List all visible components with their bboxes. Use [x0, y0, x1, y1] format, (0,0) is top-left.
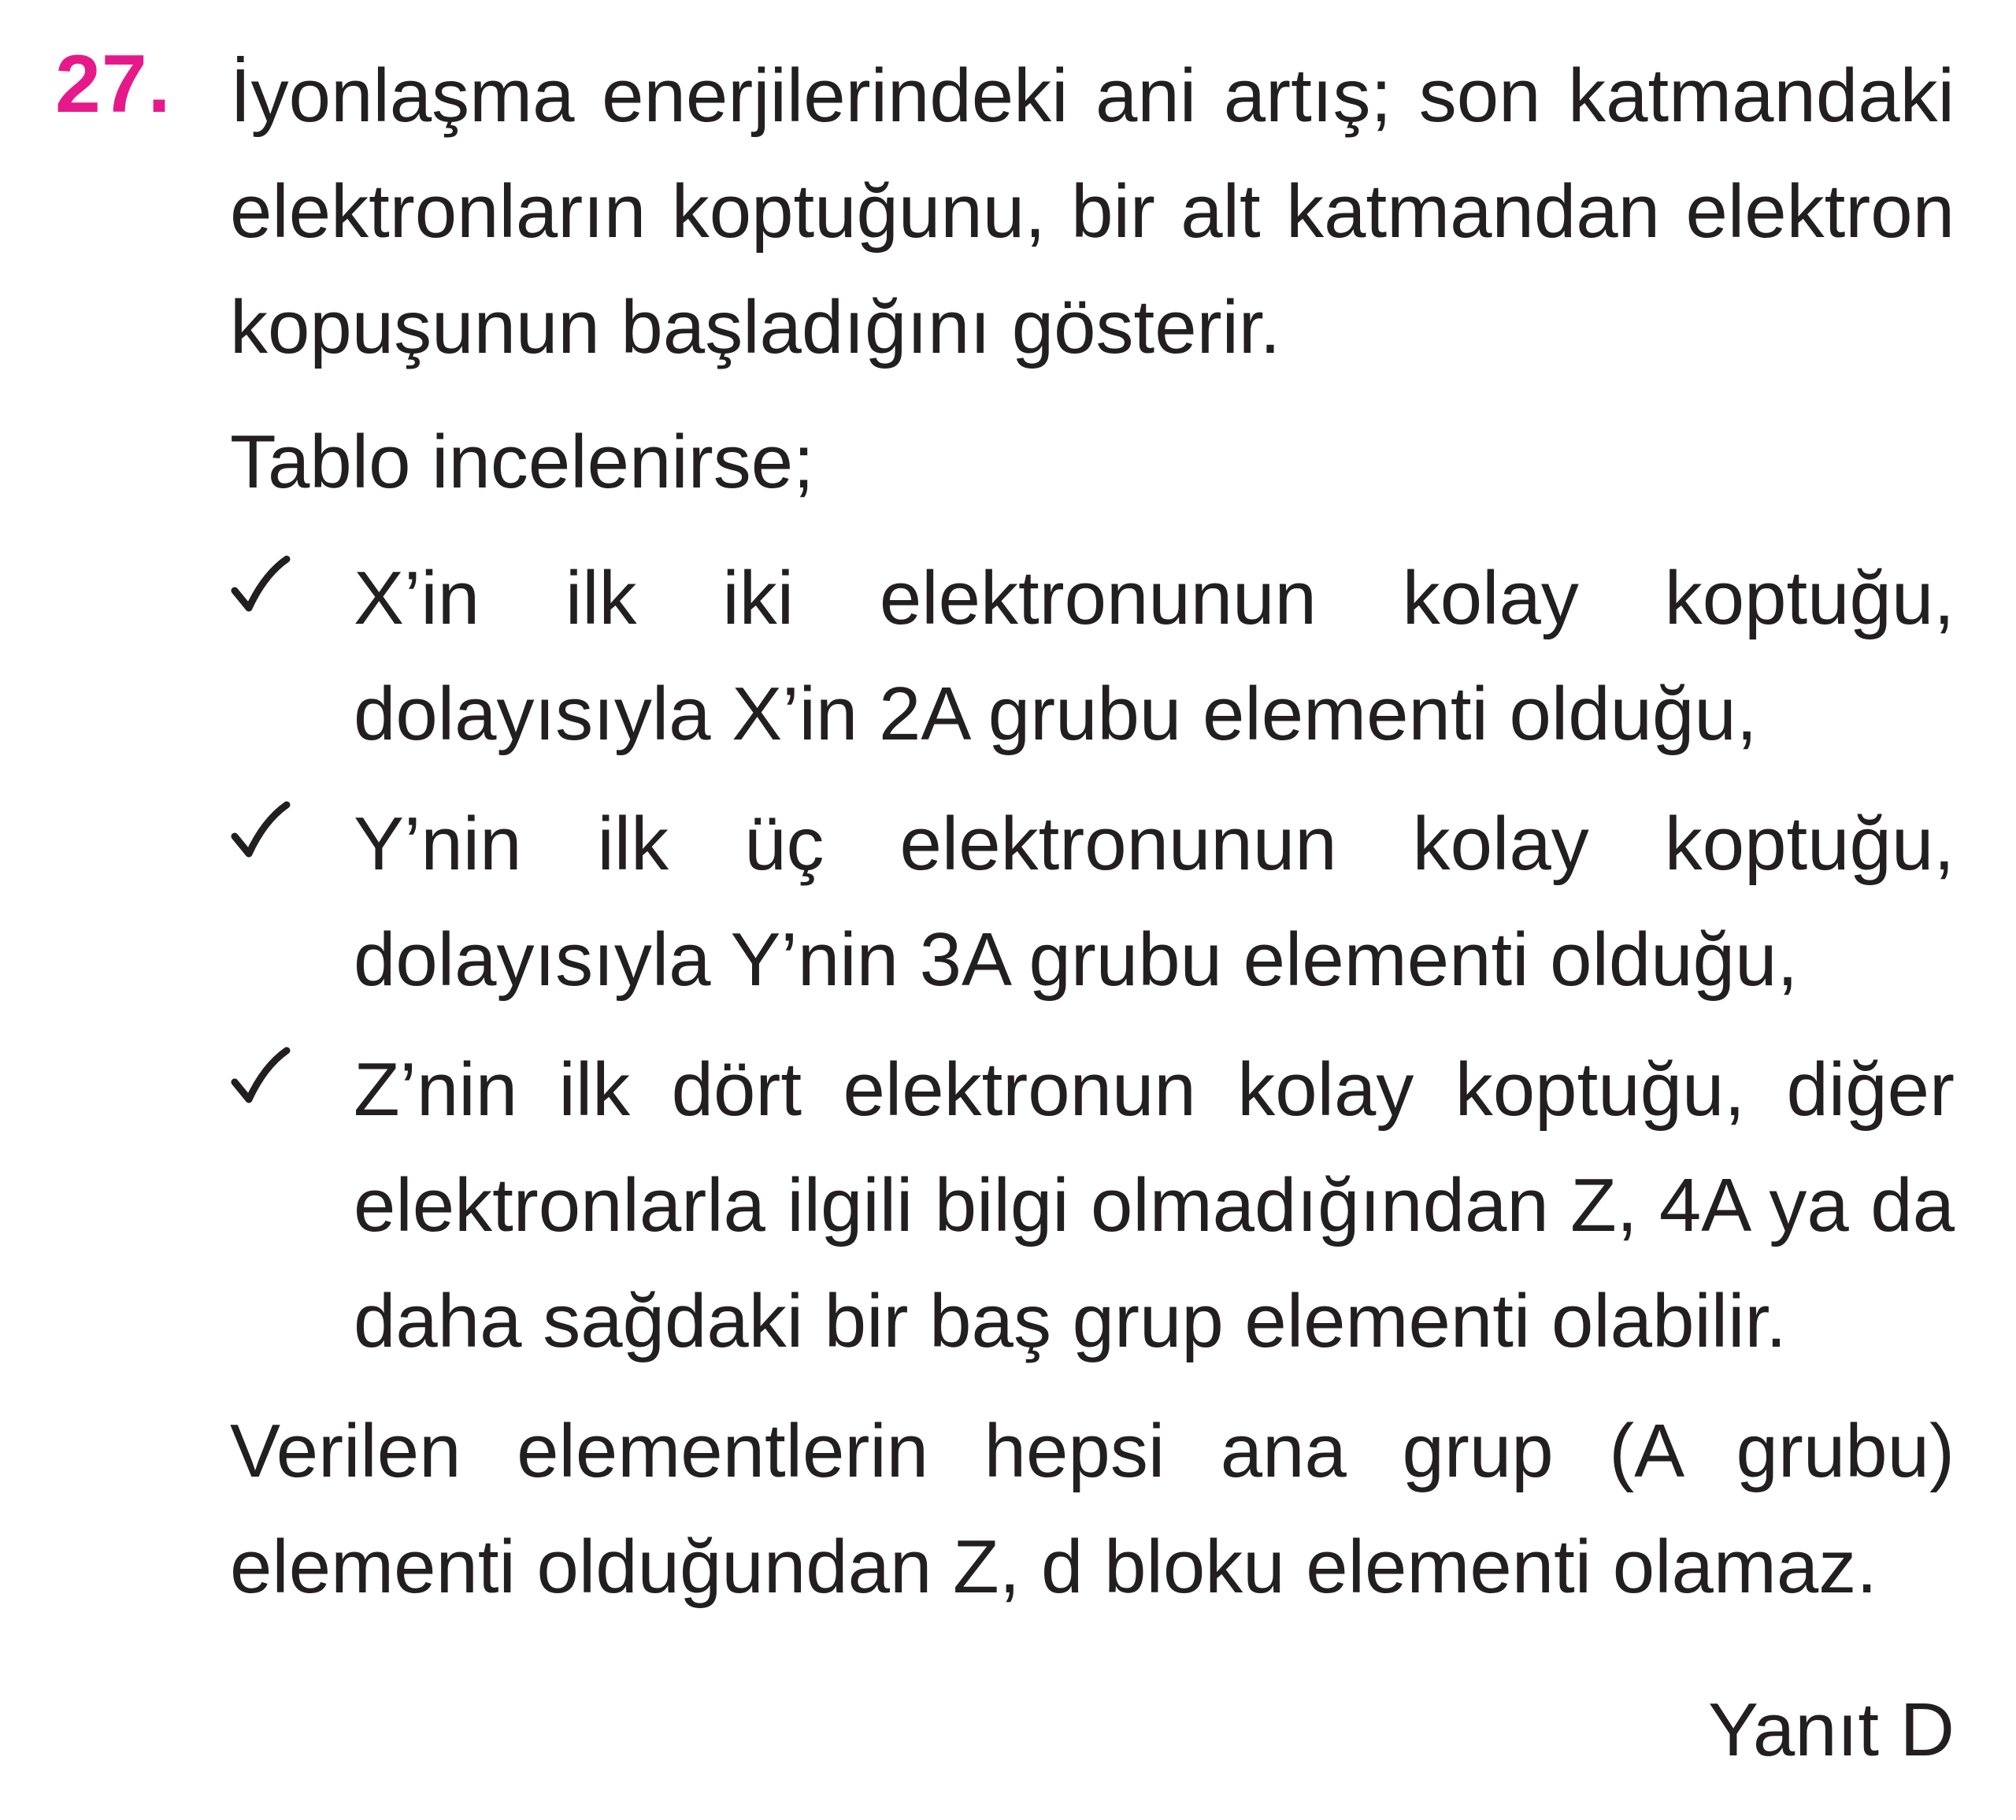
list-item	[230, 1032, 1955, 1379]
check-icon	[230, 554, 291, 617]
list-item-text: Y’nin ilk üç elektronunun kolay koptuğu, dolayısıyla Y’nin 3A grubu elementi olduğu,	[354, 802, 1955, 1002]
list-item	[230, 786, 1955, 1017]
answer-label: Yanıt D	[1707, 1688, 1955, 1772]
check-icon	[230, 800, 291, 863]
conclusion-paragraph: Verilen elementlerin hepsi ana grup (A grubu) elementi olduğundan Z, d bloku elementi olamaz.	[230, 1409, 1955, 1609]
list-item-text: Z’nin ilk dört elektronun kolay koptuğu, diğer elektronlarla ilgili bilgi olmadığından Z, 4A ya da daha sağdaki bir baş grup elementi olabilir.	[354, 1047, 1955, 1363]
solution-body	[230, 38, 1955, 1788]
check-icon	[230, 1046, 291, 1109]
table-note: Tablo incelenirse;	[230, 420, 814, 504]
list-item-text: X’in ilk iki elektronunun kolay koptuğu, dolayısıyla X’in 2A grubu elementi olduğu,	[354, 556, 1955, 756]
intro-paragraph: İyonlaşma enerjilerindeki ani artış; son katmandaki elektronların koptuğunu, bir alt katmandan elektron kopuşunun başladığını gösterir.	[230, 54, 1955, 369]
list-item	[230, 540, 1955, 772]
check-list	[230, 540, 1955, 1379]
question-number: 27.	[55, 39, 172, 130]
